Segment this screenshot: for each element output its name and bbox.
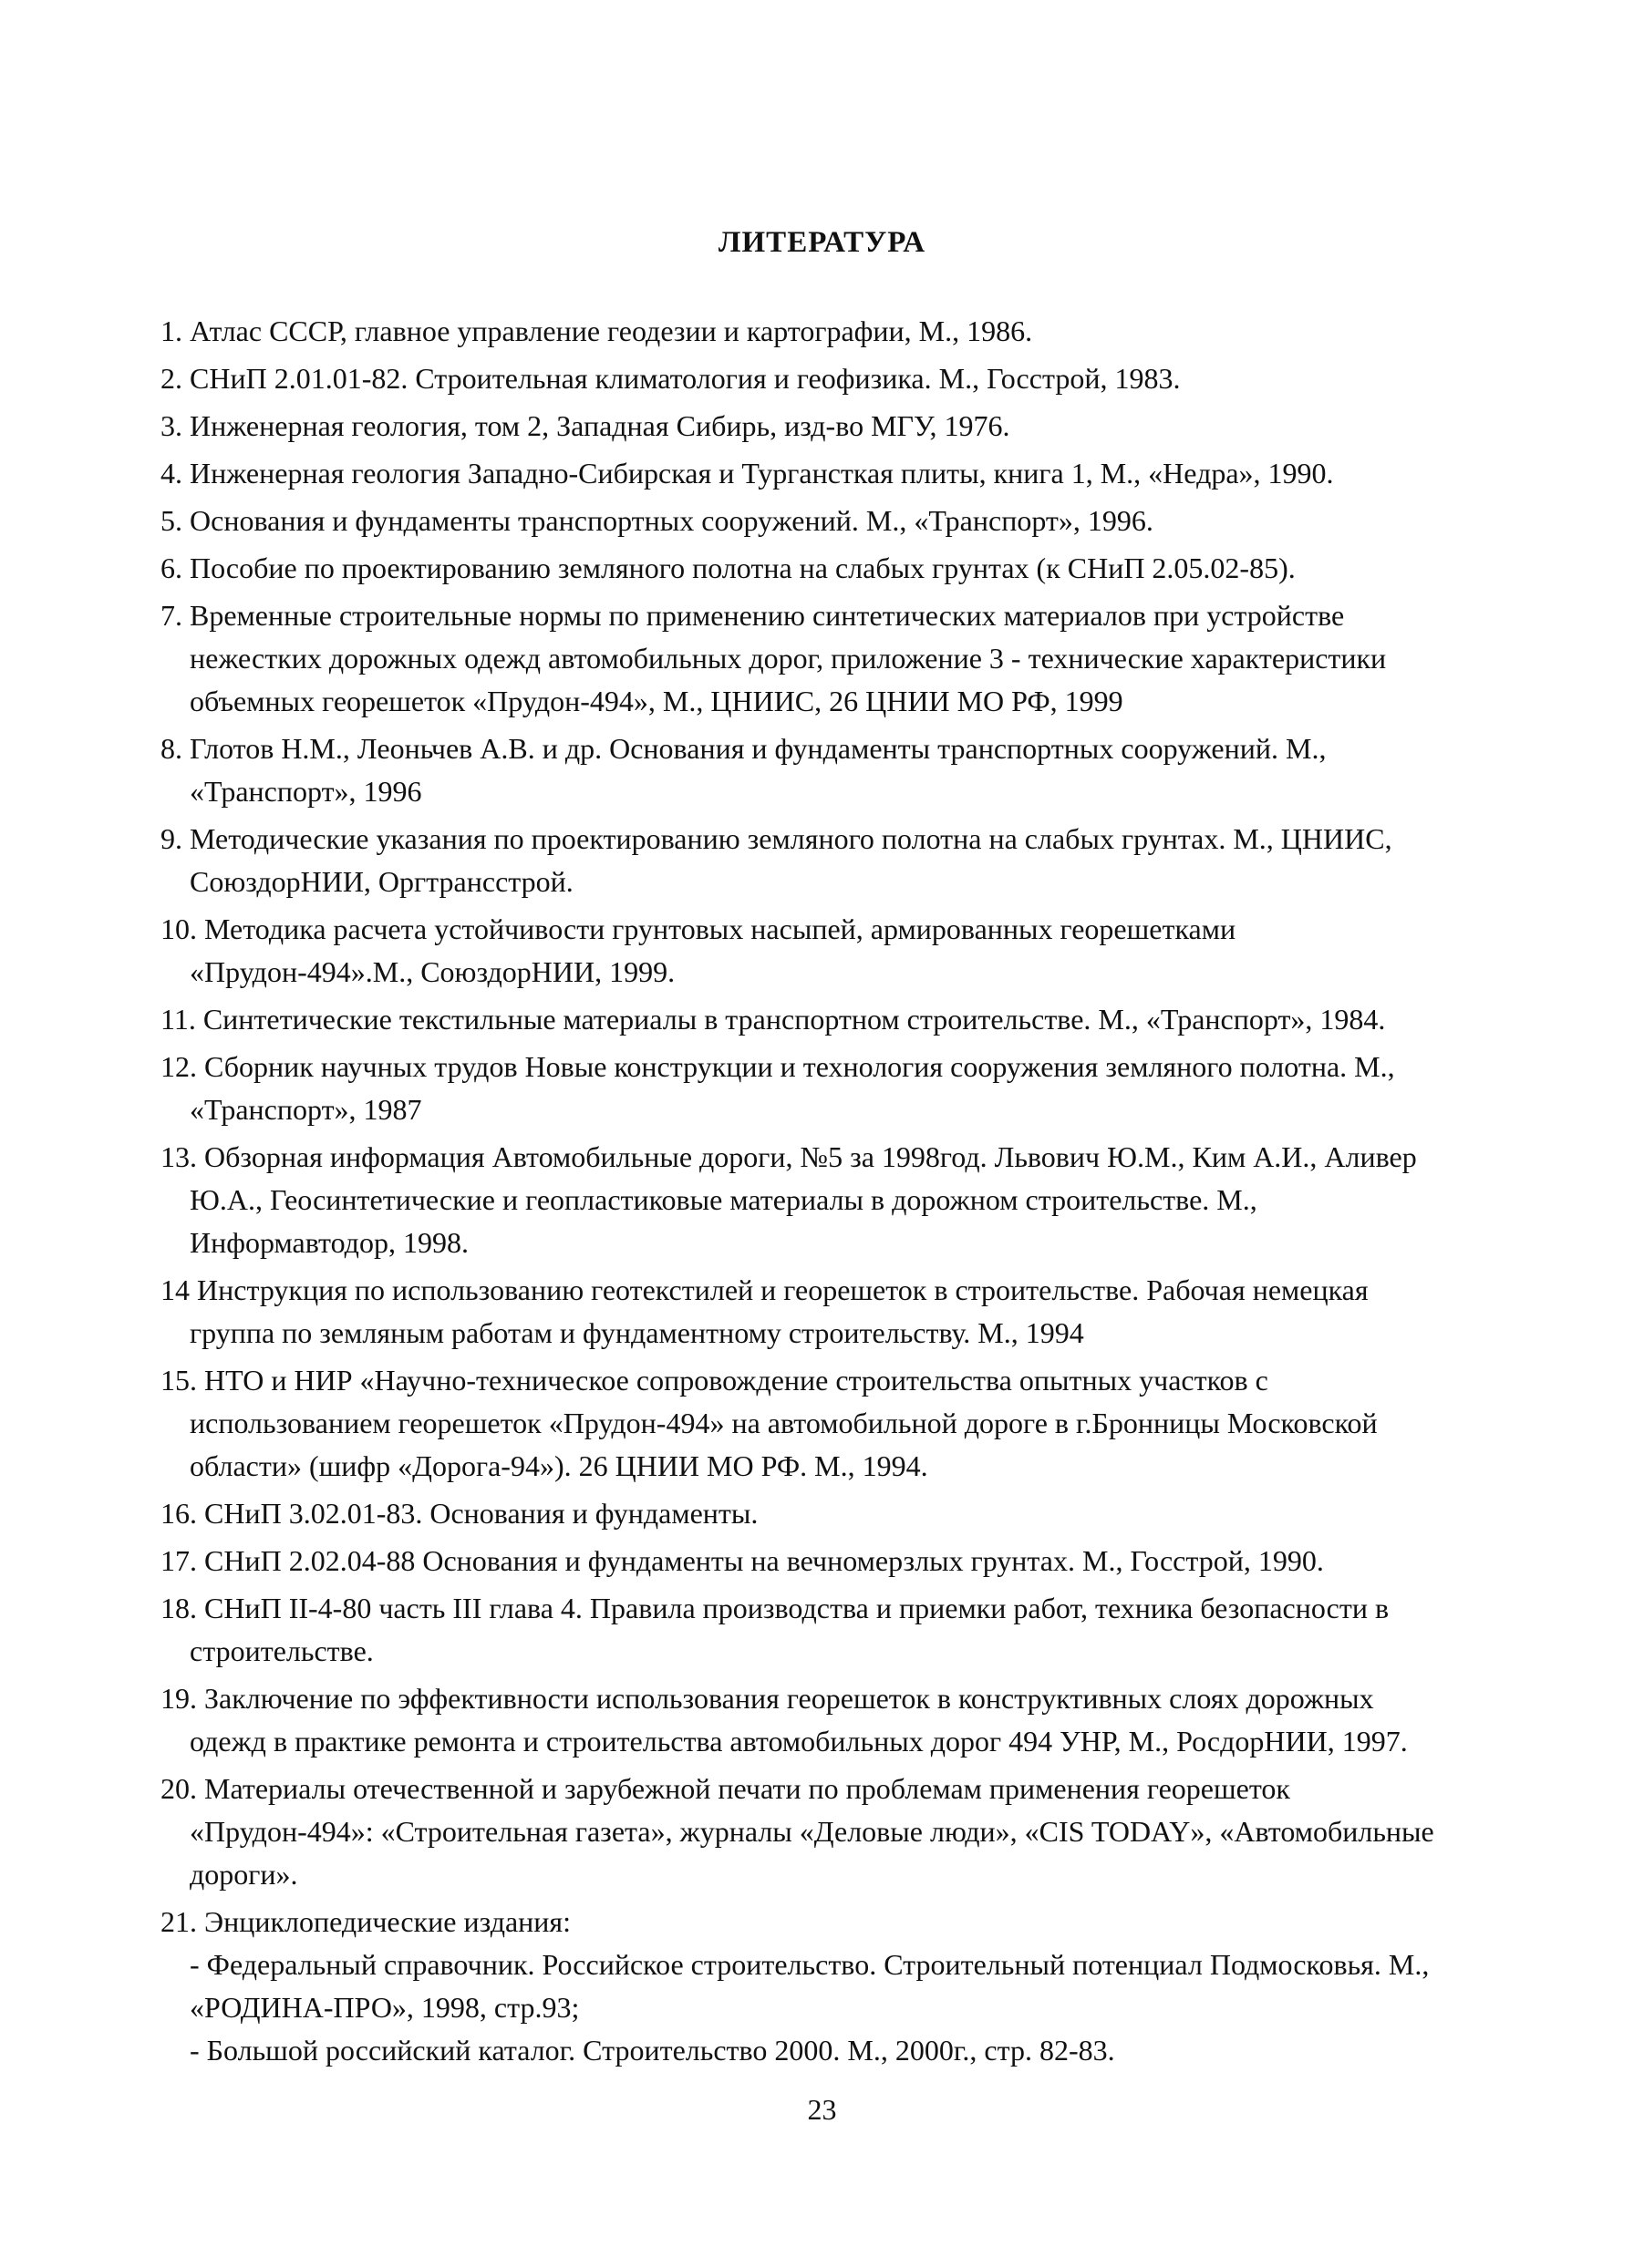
list-item bbox=[160, 818, 1437, 903]
ref-number: 11. bbox=[160, 1003, 196, 1036]
ref-number: 12. bbox=[160, 1050, 197, 1083]
ref-text: Методические указания по проектированию земляного полотна на слабых грунтах. М., ЦНИИС, СоюздорНИИ, Оргтрансстрой. bbox=[190, 822, 1392, 898]
list-item bbox=[160, 1540, 1437, 1582]
ref-text: Заключение по эффективности использования георешеток в конструктивных слоях дорожных одежд в практике ремонта и строительства автомобильных дорог 494 УНР, М., РосдорНИИ, 1997. bbox=[190, 1682, 1408, 1758]
list-item bbox=[160, 1587, 1437, 1673]
ref-number: 2. bbox=[160, 362, 182, 395]
list-item bbox=[160, 500, 1437, 542]
sub-item: - Федеральный справочник. Российское строительство. Строительный потенциал Подмосковья. М., «РОДИНА-ПРО», 1998, стр.93; bbox=[190, 1948, 1430, 2024]
ref-text: Сборник научных трудов Новые конструкции и технология сооружения земляного полотна. М., «Транспорт», 1987 bbox=[190, 1050, 1395, 1126]
ref-text: СНиП II-4-80 часть III глава 4. Правила производства и приемки работ, техника безопасности в строительстве. bbox=[190, 1592, 1390, 1667]
ref-text: Инструкция по использованию геотекстилей и георешеток в строительстве. Рабочая немецкая группа по земляным работам и фундаментному строительству. М., 1994 bbox=[190, 1273, 1369, 1349]
ref-text: СНиП 2.01.01-82. Строительная климатология и геофизика. М., Госстрой, 1983. bbox=[190, 362, 1181, 395]
list-item bbox=[160, 1768, 1437, 1896]
list-item bbox=[160, 594, 1437, 723]
list-item bbox=[160, 1901, 1437, 2072]
ref-text: Энциклопедические издания: bbox=[204, 1905, 572, 1938]
list-item bbox=[160, 547, 1437, 590]
references-list bbox=[160, 310, 1437, 2077]
ref-number: 7. bbox=[160, 599, 182, 632]
ref-text: Синтетические текстильные материалы в транспортном строительстве. М., «Транспорт», 1984. bbox=[202, 1003, 1386, 1036]
list-item bbox=[160, 1136, 1437, 1264]
ref-text: Пособие по проектированию земляного полотна на слабых грунтах (к СНиП 2.05.02-85). bbox=[190, 552, 1296, 584]
list-item bbox=[160, 452, 1437, 495]
list-item bbox=[160, 1359, 1437, 1488]
ref-number: 5. bbox=[160, 504, 182, 537]
ref-number: 19. bbox=[160, 1682, 197, 1715]
ref-text: Материалы отечественной и зарубежной печати по проблемам применения георешеток «Прудон-494»: «Строительная газета», журналы «Деловые люди», «CIS TODAY», «Автомобильные дороги». bbox=[190, 1772, 1434, 1891]
ref-text: Основания и фундаменты транспортных сооружений. М., «Транспорт», 1996. bbox=[190, 504, 1153, 537]
ref-text: Атлас СССР, главное управление геодезии и картографии, М., 1986. bbox=[190, 314, 1033, 347]
ref-text: Обзорная информация Автомобильные дороги, №5 за 1998год. Львович Ю.М., Ким А.И., Аливер Ю.А., Геосинтетические и геопластиковые материалы в дорожном строительстве. М., Информавтодор, 1998. bbox=[190, 1140, 1417, 1259]
page-title: ЛИТЕРАТУРА bbox=[718, 226, 926, 259]
ref-number: 17. bbox=[160, 1544, 197, 1577]
ref-text: СНиП 2.02.04-88 Основания и фундаменты на вечномерзлых грунтах. М., Госстрой, 1990. bbox=[204, 1544, 1324, 1577]
ref-text: Инженерная геология Западно-Сибирская и Тургансткая плиты, книга 1, М., «Недра», 1990. bbox=[190, 457, 1334, 490]
ref-number: 15. bbox=[160, 1364, 197, 1397]
list-item bbox=[160, 727, 1437, 813]
ref-text: НТО и НИР «Научно-техническое сопровождение строительства опытных участков с использованием георешеток «Прудон-494» на автомобильной дороге в г.Бронницы Московской области» (шифр «Дорога-94»). 26 ЦНИИ МО РФ. М., 1994. bbox=[190, 1364, 1378, 1482]
list-item bbox=[160, 405, 1437, 448]
page-number: 23 bbox=[807, 2093, 837, 2126]
ref-text: Методика расчета устойчивости грунтовых насыпей, армированных георешетками «Прудон-494».М., СоюздорНИИ, 1999. bbox=[190, 912, 1236, 988]
list-item bbox=[160, 998, 1437, 1041]
ref-number: 13. bbox=[160, 1140, 197, 1173]
list-item bbox=[160, 908, 1437, 994]
ref-number: 9. bbox=[160, 822, 182, 855]
ref-text: СНиП 3.02.01-83. Основания и фундаменты. bbox=[204, 1497, 759, 1530]
ref-number: 4. bbox=[160, 457, 182, 490]
ref-text: Инженерная геология, том 2, Западная Сибирь, изд-во МГУ, 1976. bbox=[190, 409, 1010, 442]
list-item bbox=[160, 310, 1437, 353]
ref-number: 16. bbox=[160, 1497, 197, 1530]
list-item bbox=[160, 1269, 1437, 1355]
ref-number: 20. bbox=[160, 1772, 197, 1805]
list-item bbox=[160, 1492, 1437, 1535]
list-item bbox=[160, 357, 1437, 400]
ref-number: 21. bbox=[160, 1905, 197, 1938]
ref-number: 8. bbox=[160, 732, 182, 765]
ref-number: 1. bbox=[160, 314, 182, 347]
sub-item: - Большой российский каталог. Строительство 2000. М., 2000г., стр. 82-83. bbox=[190, 2034, 1115, 2067]
ref-number: 3. bbox=[160, 409, 182, 442]
list-item bbox=[160, 1677, 1437, 1763]
ref-number: 18. bbox=[160, 1592, 197, 1624]
ref-number: 14 bbox=[160, 1273, 190, 1306]
list-item bbox=[160, 1046, 1437, 1131]
ref-text: Временные строительные нормы по применению синтетических материалов при устройстве нежестких дорожных одежд автомобильных дорог, приложение 3 - технические характеристики объемных георешеток «Прудон-494», М., ЦНИИС, 26 ЦНИИ МО РФ, 1999 bbox=[190, 599, 1387, 717]
ref-number: 6. bbox=[160, 552, 182, 584]
ref-text: Глотов Н.М., Леоньчев А.В. и др. Основания и фундаменты транспортных сооружений. М., «Транспорт», 1996 bbox=[190, 732, 1327, 808]
ref-number: 10. bbox=[160, 912, 197, 945]
